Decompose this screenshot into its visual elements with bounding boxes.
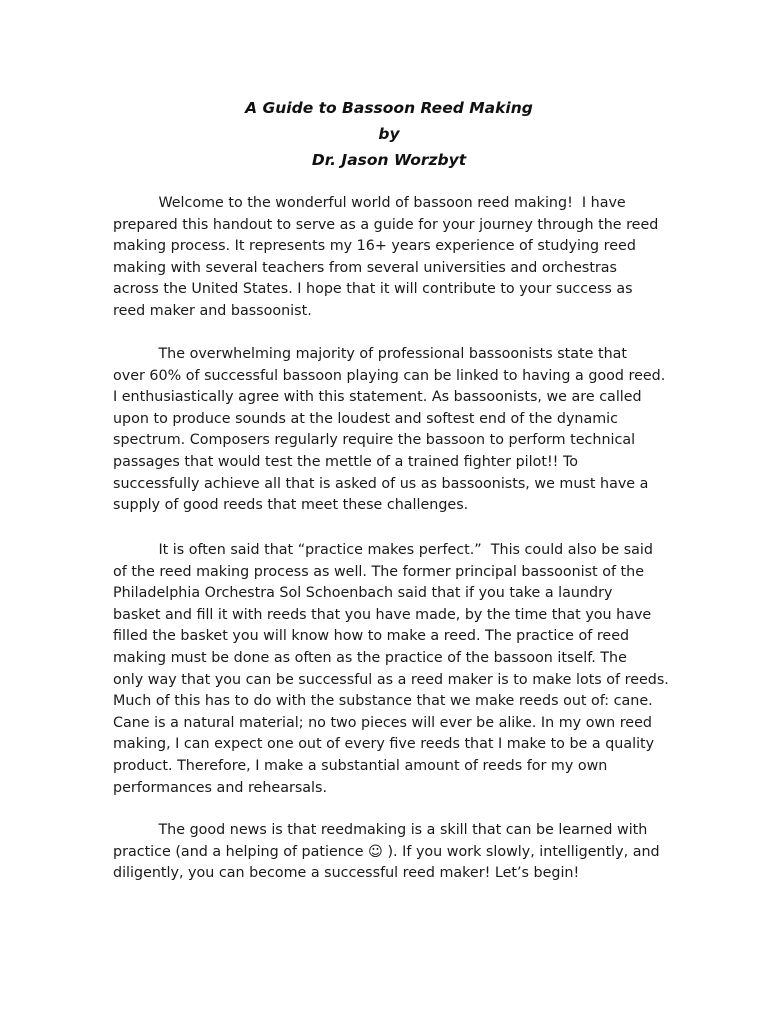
text-line: successfully achieve all that is asked of us as bassoonists, we must have a: [113, 475, 649, 492]
paragraph-welcome: [113, 193, 673, 323]
text-line: prepared this handout to serve as a guide for your journey through the reed: [113, 216, 659, 233]
author-name: Dr. Jason Worzbyt: [311, 151, 467, 169]
paragraph-practice: [113, 540, 673, 799]
text-line: Welcome to the wonderful world of bassoon reed making! I have: [113, 195, 626, 211]
text-line: supply of good reeds that meet these challenges.: [113, 497, 469, 514]
text-line: making with several teachers from several universities and orchestras: [113, 259, 618, 276]
text-line: product. Therefore, I make a substantial amount of reeds for my own: [113, 757, 608, 774]
text-line: filled the basket you will know how to make a reed. The practice of reed: [113, 628, 630, 645]
text-line: The good news is that reedmaking is a skill that can be learned with: [113, 822, 648, 838]
text-line: The overwhelming majority of professional bassoonists state that: [113, 346, 628, 362]
text-line: practice (and a helping of patience ☺ ). If you work slowly, intelligently, and: [113, 843, 660, 860]
title-line: A Guide to Bassoon Reed Making: [245, 99, 533, 117]
text-line: only way that you can be successful as a reed maker is to make lots of reeds.: [113, 671, 669, 688]
text-line: making must be done as often as the practice of the bassoon itself. The: [113, 649, 627, 666]
document-title: [0, 95, 768, 173]
text-line: basket and fill it with reeds that you have made, by the time that you have: [113, 606, 652, 623]
text-line: I enthusiastically agree with this statement. As bassoonists, we are called: [113, 389, 642, 406]
paragraph-good-news: [113, 820, 673, 885]
text-line: It is often said that “practice makes perfect.” This could also be said: [113, 542, 653, 558]
text-line: Philadelphia Orchestra Sol Schoenbach said that if you take a laundry: [113, 585, 613, 602]
text-line: upon to produce sounds at the loudest and softest end of the dynamic: [113, 410, 619, 427]
text-line: reed maker and bassoonist.: [113, 302, 312, 319]
text-line: passages that would test the mettle of a trained fighter pilot!! To: [113, 453, 579, 470]
text-line: over 60% of successful bassoon playing can be linked to having a good reed.: [113, 367, 666, 384]
text-line: of the reed making process as well. The former principal bassoonist of the: [113, 563, 644, 580]
text-line: spectrum. Composers regularly require the bassoon to perform technical: [113, 432, 636, 449]
paragraph-good-reed: [113, 344, 673, 517]
text-line: diligently, you can become a successful reed maker! Let’s begin!: [113, 865, 580, 882]
text-line: making, I can expect one out of every five reeds that I make to be a quality: [113, 736, 655, 753]
text-line: Much of this has to do with the substance that we make reeds out of: cane.: [113, 693, 653, 710]
text-line: making process. It represents my 16+ years experience of studying reed: [113, 238, 636, 255]
text-line: across the United States. I hope that it will contribute to your success as: [113, 281, 633, 298]
text-line: performances and rehearsals.: [113, 779, 328, 796]
text-line: Cane is a natural material; no two pieces will ever be alike. In my own reed: [113, 714, 652, 731]
byline: by: [378, 125, 400, 143]
